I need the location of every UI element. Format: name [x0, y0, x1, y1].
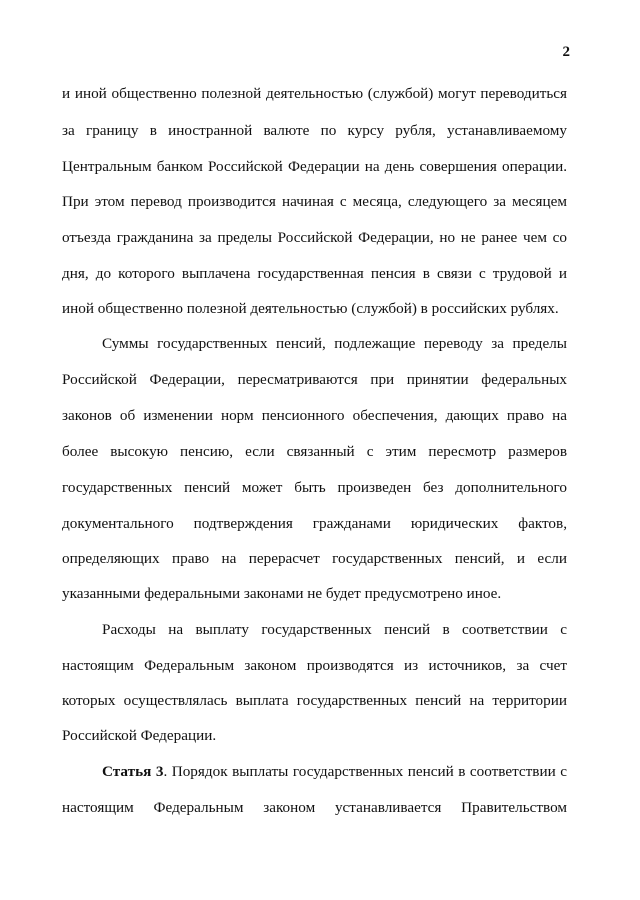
paragraph-3-line-1: Расходы на выплату государственных пенсий в соответствии с [102, 621, 567, 638]
paragraph-3-line-2: настоящим Федеральным законом производятся из источников, за счет [62, 657, 567, 674]
article-3-line-1 [102, 762, 567, 782]
paragraph-2-line-1: Суммы государственных пенсий, подлежащие переводу за пределы [102, 335, 567, 352]
article-3-title: . Порядок выплаты государственных пенсий в соответствии с [163, 763, 567, 780]
paragraph-2-line-2: Российской Федерации, пересматриваются при принятии федеральных [62, 371, 567, 388]
paragraph-3-line-3: которых осуществлялась выплата государственных пенсий на территории [62, 692, 567, 709]
paragraph-1-line-1: и иной общественно полезной деятельностью (службой) могут переводиться [62, 85, 567, 102]
paragraph-1-line-4: При этом перевод производится начиная с месяца, следующего за месяцем [62, 193, 567, 210]
paragraph-1-line-7: иной общественно полезной деятельностью (службой) в российских рублях. [62, 300, 559, 317]
paragraph-2-line-7: определяющих право на перерасчет государственных пенсий, и если [62, 550, 567, 567]
article-3-label: Статья 3 [102, 763, 164, 780]
paragraph-1-line-5: отъезда гражданина за пределы Российской Федерации, но не ранее чем со [62, 229, 567, 246]
paragraph-2-line-4: более высокую пенсию, если связанный с этим пересмотр размеров [62, 443, 567, 460]
paragraph-3-line-4: Российской Федерации. [62, 727, 217, 744]
paragraph-1-line-3: Центральным банком Российской Федерации на день совершения операции. [62, 158, 567, 175]
paragraph-1-line-2: за границу в иностранной валюте по курсу рубля, устанавливаемому [62, 122, 567, 139]
paragraph-2-line-6: документального подтверждения гражданами юридических фактов, [62, 515, 567, 532]
paragraph-2-line-3: законов об изменении норм пенсионного обеспечения, дающих право на [62, 407, 567, 424]
paragraph-1-line-6: дня, до которого выплачена государственная пенсия в связи с трудовой и [62, 265, 567, 282]
paragraph-2-line-8: указанными федеральными законами не будет предусмотрено иное. [62, 585, 502, 602]
article-3-line-2: настоящим Федеральным законом устанавливается Правительством [62, 799, 567, 816]
paragraph-2-line-5: государственных пенсий может быть произведен без дополнительного [62, 479, 567, 496]
page-number: 2 [562, 44, 570, 60]
